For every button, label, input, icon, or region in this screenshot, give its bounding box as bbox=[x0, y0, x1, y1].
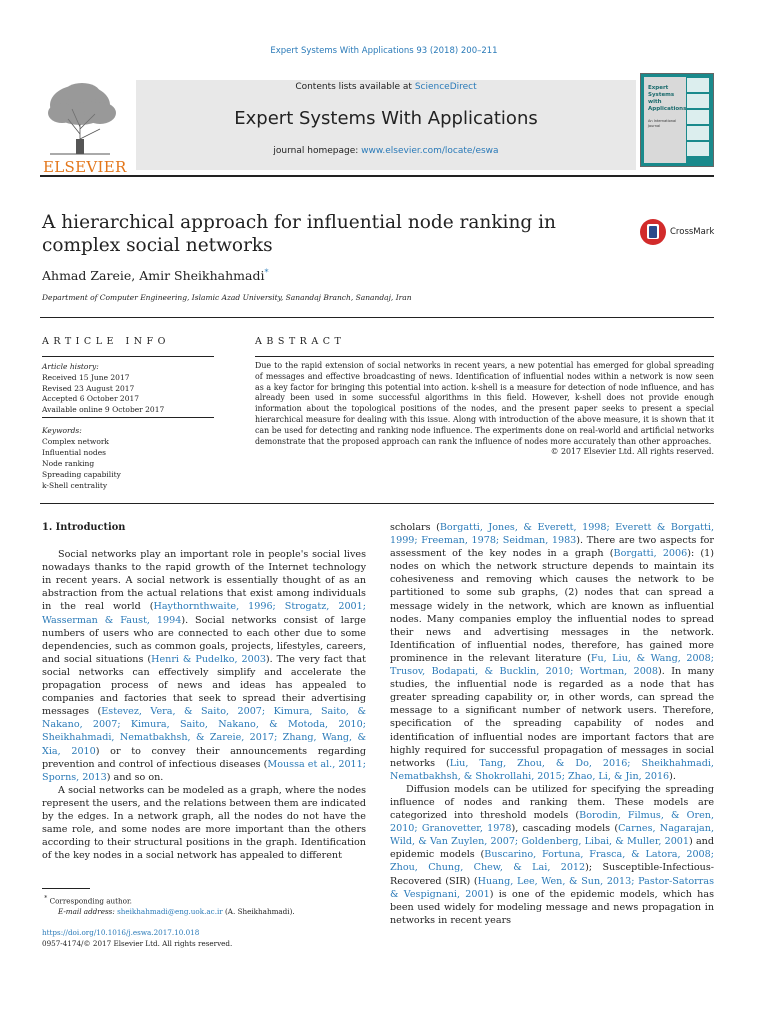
issn-line: 0957-4174/© 2017 Elsevier Ltd. All rights reserved. bbox=[42, 939, 233, 948]
citation-link[interactable]: Buscarino, Fortuna, Frasca, & Latora, 2008; Zhou, Chung, Chew, & Lai, 2012 bbox=[390, 849, 715, 874]
cover-tile bbox=[687, 110, 709, 124]
cover-tile bbox=[687, 94, 709, 108]
abstract-heading: ABSTRACT bbox=[255, 336, 346, 347]
history-item: Revised 23 August 2017 bbox=[42, 383, 135, 393]
paragraph bbox=[390, 521, 714, 783]
article-title: A hierarchical approach for influential node ranking in complex social networks bbox=[42, 212, 556, 256]
keyword: k-Shell centrality bbox=[42, 481, 108, 490]
email-label: E-mail address: bbox=[58, 907, 118, 917]
paragraph-text: A social networks can be modeled as a graph, where the nodes represent the users, and the relations between them are indicated by the edges. In a network graph, all the nodes do not have the same role, and some nodes are more important than the others according to their structural positions in the graph. Identification of the key nodes in a social network has appealed to different bbox=[42, 784, 366, 862]
journal-reference[interactable]: Expert Systems With Applications 93 (2018) 200–211 bbox=[270, 46, 498, 56]
author-list bbox=[42, 268, 268, 283]
keywords-label: Keywords: bbox=[42, 426, 82, 435]
crossmark-icon bbox=[640, 219, 666, 245]
citation-link[interactable]: Fu, Liu, & Wang, 2008; Trusov, Bodapati, & Bucklin, 2010; Wortman, 2008 bbox=[390, 652, 714, 678]
abstract-copyright: © 2017 Elsevier Ltd. All rights reserved. bbox=[550, 447, 714, 457]
footnote-divider bbox=[42, 888, 90, 889]
keyword: Influential nodes bbox=[42, 448, 106, 457]
body-column-left bbox=[42, 521, 366, 862]
keyword: Node ranking bbox=[42, 459, 95, 468]
corresponding-note: * Corresponding author. bbox=[44, 895, 132, 906]
paragraph bbox=[390, 783, 714, 927]
paragraph-text: ) and epidemic models ( bbox=[390, 836, 714, 861]
paragraph-text: ): (1) nodes on which the network structure depends to maintain its cohesiveness and removing which causes the network to be partitioned to some sub graphs, (2) nodes that can spread a message widely in the network, which are known as influential nodes. Many companies employ the influential nodes to spread their news and advertising messages in the network. Identification of influential nodes, therefore, has gained more prominence in the relevant literature ( bbox=[390, 548, 715, 664]
paragraph-text: ). There are two aspects for assessment of the key nodes in a graph ( bbox=[390, 535, 714, 560]
paragraph bbox=[42, 784, 366, 863]
cover-subtitle: An International Journal bbox=[648, 119, 677, 128]
elsevier-wordmark: ELSEVIER bbox=[43, 158, 127, 176]
elsevier-logo bbox=[40, 79, 127, 176]
body-column-right bbox=[390, 521, 714, 927]
paragraph-text: Diffusion models can be utilized for specifying the spreading influence of nodes and ranking them. These models are categorized into threshold models ( bbox=[390, 783, 714, 822]
email-suffix: (A. Sheikhahmadi). bbox=[222, 907, 295, 917]
abstract-text: Due to the rapid extension of social networks in recent years, a new potential has emerged for global spreading of messages and effective broadcasting of news. Identification of influential nodes within a network is now seen as a key factor for bringing this potential into action. k-shell is a measure for detection of node influence, and has already been used in some successful algorithms in this field. However, k-shell does not provide enough information about the topological positions of the nodes, and the present paper seeks to present a special hierarchical measure for dealing with this issue. Along with introduction of the above measure, it is shown that it can be used for detecting and ranking node influence. The experiments done on real-world and artificial networks demonstrate that the proposed approach can rank the influence of nodes more accurately than other approaches. bbox=[255, 361, 714, 446]
journal-banner bbox=[136, 80, 636, 170]
keywords bbox=[42, 425, 214, 491]
paragraph bbox=[42, 548, 366, 784]
paragraph-text: scholars ( bbox=[390, 522, 440, 533]
paragraph-text: ); Susceptible-Infectious-Recovered (SIR) ( bbox=[390, 862, 714, 887]
history-label: Article history: bbox=[42, 362, 99, 371]
homepage-line bbox=[136, 146, 636, 156]
contents-line bbox=[136, 82, 636, 92]
citation-link[interactable]: Borgatti, Jones, & Everett, 1998; Everett & Borgatti, 1999; Freeman, 1978; Seidman, 1983 bbox=[390, 522, 714, 547]
crossmark-label: CrossMark bbox=[670, 227, 715, 237]
cover-image-strip bbox=[687, 78, 711, 162]
paragraph-text: ) or to convey their announcements regarding prevention and control of infectious diseases ( bbox=[42, 745, 366, 770]
citation-link[interactable]: Haythornthwaite, 1996; Strogatz, 2001; Wasserman & Faust, 1994 bbox=[42, 601, 366, 626]
history-item: Accepted 6 October 2017 bbox=[42, 394, 140, 404]
paragraph-text: ). Social networks consist of large numbers of users who are connected to each other due to some dependencies, such as common goals, projects, lifestyles, careers, and social situations ( bbox=[42, 614, 366, 665]
keyword: Complex network bbox=[42, 437, 109, 446]
tree-icon bbox=[40, 79, 126, 157]
email-line bbox=[42, 906, 366, 917]
divider bbox=[40, 503, 714, 504]
citation-link[interactable]: Huang, Lee, Wen, & Sun, 2013; Pastor-Satorras & Vespignani, 2001 bbox=[390, 875, 714, 900]
citation-link[interactable]: Carnes, Nagarajan, Wild, & Van Zuylen, 2007; Goldenberg, Libai, & Muller, 2001 bbox=[390, 823, 715, 848]
paragraph-text: ) is one of the epidemic models, which has been used widely for modeling message and news propagation in networks in recent years bbox=[390, 888, 714, 926]
cover-tile bbox=[687, 142, 709, 156]
cover-tile bbox=[687, 78, 709, 92]
sciencedirect-link[interactable]: ScienceDirect bbox=[414, 82, 477, 92]
abstract-body bbox=[255, 361, 714, 458]
citation-link[interactable]: Liu, Tang, Zhou, & Do, 2016; Sheikhahmadi, Nematbakhsh, & Shokrollahi, 2015; Zhao, Li, & Jin, 2016 bbox=[390, 757, 714, 782]
crossmark-badge[interactable] bbox=[640, 219, 720, 247]
divider bbox=[255, 356, 714, 357]
doi-block bbox=[42, 927, 232, 949]
paragraph-text: ). The very fact that social networks can effectively simplify and accelerate the propagation process of news and ideas has appealed to companies and factories that seek to spread their advertising messages ( bbox=[42, 653, 366, 718]
citation-link[interactable]: Borgatti, 2006 bbox=[613, 548, 688, 560]
citation-link[interactable]: Estevez, Vera, & Saito, 2007; Kimura, Saito, & Nakano, 2007; Kimura, Saito, Nakano, & Motoda, 2010; Sheikhahmadi, Nematbakhsh, & Zareie, 2017; Zhang, Wang, & Xia, 2010 bbox=[42, 706, 366, 757]
history-item: Available online 9 October 2017 bbox=[42, 405, 165, 415]
cover-panel bbox=[644, 77, 686, 163]
article-history bbox=[42, 362, 214, 416]
divider bbox=[42, 356, 214, 357]
citation-link[interactable]: Borodin, Filmus, & Oren, 2010; Granovetter, 1978 bbox=[390, 810, 714, 835]
paragraph-text: ). In many studies, the influential node is regarded as a node that has greater spreading capability or, in other words, can spread the message to a significant number of network users. Therefore, specification of the spreading capability of nodes and identification of influential nodes are important factors that are highly required for successful propagation of messages in social networks ( bbox=[390, 666, 714, 769]
doi-link[interactable]: https://doi.org/10.1016/j.eswa.2017.10.018 bbox=[42, 928, 200, 937]
homepage-link[interactable]: www.elsevier.com/locate/eswa bbox=[361, 146, 499, 156]
paragraph-text: ). bbox=[669, 770, 676, 782]
citation-link[interactable]: Henri & Pudelko, 2003 bbox=[151, 653, 266, 665]
keyword: Spreading capability bbox=[42, 470, 121, 479]
cover-title: Expert Systems with Applications bbox=[648, 85, 687, 112]
paragraph-text: ) and so on. bbox=[106, 771, 164, 783]
divider bbox=[42, 417, 214, 418]
corresponding-author-mark[interactable]: * bbox=[264, 268, 269, 277]
paragraph-text: ), cascading models ( bbox=[511, 823, 619, 835]
article-info-heading: ARTICLE INFO bbox=[42, 336, 170, 347]
cover-tile bbox=[687, 126, 709, 140]
journal-header-band bbox=[40, 73, 714, 177]
affiliation: Department of Computer Engineering, Islamic Azad University, Sanandaj Branch, Sanandaj, Iran bbox=[42, 293, 412, 302]
authors-text: Ahmad Zareie, Amir Sheikhahmadi bbox=[42, 268, 265, 284]
paragraph-text: Social networks play an important role in people's social lives nowadays thanks to the rapid growth of the Internet technology in recent years. A social network is essentially thought of as an abstraction from the actual relations that exist among individuals in the real world ( bbox=[42, 549, 366, 613]
email-link[interactable]: sheikhahmadi@eng.uok.ac.ir bbox=[117, 907, 223, 917]
section-heading: 1. Introduction bbox=[42, 522, 126, 533]
citation-link[interactable]: Moussa et al., 2011; Sporns, 2013 bbox=[42, 758, 366, 783]
journal-cover-thumbnail[interactable] bbox=[640, 73, 714, 167]
history-item: Received 15 June 2017 bbox=[42, 372, 130, 382]
divider bbox=[40, 317, 714, 318]
corresponding-text: Corresponding author. bbox=[49, 896, 132, 906]
footnote bbox=[42, 893, 366, 917]
journal-title: Expert Systems With Applications bbox=[234, 108, 538, 129]
homepage-prefix: journal homepage: bbox=[273, 146, 362, 156]
contents-prefix: Contents lists available at bbox=[295, 82, 415, 92]
